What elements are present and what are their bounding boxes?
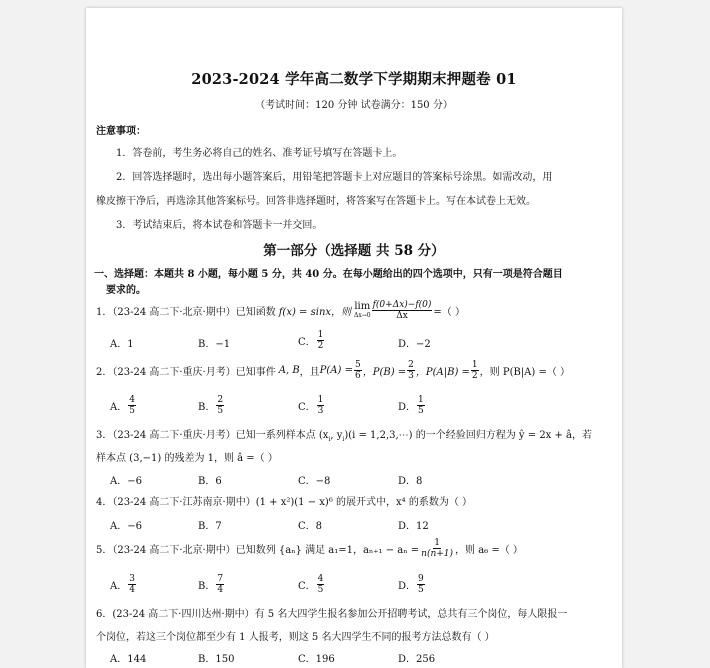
q3-line1b: , y [330, 430, 343, 441]
q2-pab-den: 2 [471, 371, 478, 381]
q5-b-label: B． [198, 581, 216, 592]
notice-2: 2．回答选择题时，选出每小题答案后，用铅笔把答题卡上对应题目的答案标号涂黑。如需改动，用 [116, 172, 553, 183]
q2-pab: ，P(A|B) = [415, 367, 470, 378]
q2-a-num: 4 [129, 395, 135, 405]
q2-d-den: 5 [418, 406, 424, 416]
question-4: 4．（23-24 高二下·江苏南京·期中）(1 + x²)(1 − x)⁶ 的展开式中，x⁴ 的系数为（ ） [96, 497, 473, 508]
q6-option-d: D．256 [398, 654, 436, 665]
section-title: 第一部分（选择题 共 58 分） [263, 243, 445, 259]
q6-option-c: C．196 [298, 654, 335, 665]
q3-option-d: D．8 [398, 476, 423, 487]
q1-lim-word: lim [354, 300, 371, 312]
q2-c-num: 1 [317, 395, 324, 405]
notice-3: 3．考试结束后，将本试卷和答题卡一并交回。 [116, 220, 323, 231]
q1-numerator: f(0+Δx)−f(0) [372, 300, 432, 310]
question-3-line-2: 样本点 (3,−1) 的残差为 1，则 â =（ ） [96, 453, 278, 464]
q2-ask: ，则 P(B|A) =（ ） [479, 367, 571, 378]
q6-option-b: B．150 [198, 654, 235, 665]
q1-c-label: C． [298, 337, 316, 348]
q4-option-c: C．8 [298, 521, 323, 532]
q1-limit [354, 302, 371, 320]
q2-option-a [110, 395, 137, 416]
q1-fx: f(x) = sinx，则 [278, 307, 352, 318]
q4-option-b: B．7 [198, 521, 222, 532]
q5-option-a [110, 574, 137, 595]
q6-option-a: A．144 [110, 654, 147, 665]
q4-option-a: A．−6 [110, 521, 142, 532]
q2-option-c [298, 395, 325, 416]
q2-option-d [398, 395, 426, 416]
question-5 [96, 538, 523, 559]
q1-c-num: 1 [317, 330, 324, 340]
q5-d-num: 9 [418, 574, 424, 584]
q1-prefix: 1．（23-24 高二下·北京·期中）已知函数 [96, 307, 276, 318]
q2-pab-num: 1 [471, 360, 478, 370]
q2-option-b [198, 395, 225, 416]
q3-line1c: )(i = 1,2,3,⋯) 的一个经验回归方程为 ŷ = 2x + â，若 [344, 430, 593, 441]
q1-option-d: D．−2 [398, 339, 431, 350]
q2-a-den: 5 [129, 406, 135, 416]
q5-num: 1 [434, 538, 440, 548]
doc-subtitle: （考试时间：120 分钟 试卷满分：150 分） [255, 100, 453, 111]
q4-option-d: D．12 [398, 521, 429, 532]
question-3-line-1: 3．（23-24 高二下·重庆·月考）已知一系列样本点 ($x_i$, $y_i)(i$ = 1,2,3,⋯) 的一个经验回归方程为 ŷ = 2x + â，若 [96, 430, 593, 443]
q2-c-label: C． [298, 402, 316, 413]
q3-option-b: B．6 [198, 476, 222, 487]
q2-events: A, B [278, 365, 300, 376]
q5-d-label: D． [398, 581, 417, 592]
q5-c-label: C． [298, 581, 316, 592]
section-intro-cont: 要求的。 [106, 285, 146, 296]
q5-b-num: 7 [217, 574, 224, 584]
q5-d-den: 5 [418, 585, 424, 595]
document-page [86, 8, 622, 668]
q5-prefix: 5．（23-24 高二下·北京·期中）已知数列 {aₙ} 满足 a₁=1，aₙ₊₁ − aₙ = [96, 545, 420, 556]
q2-b-label: B． [198, 402, 216, 413]
q2-d-label: D． [398, 402, 417, 413]
q5-b-den: 4 [217, 585, 224, 595]
q3-option-a: A．−6 [110, 476, 142, 487]
q2-c-den: 3 [317, 406, 324, 416]
q5-a-label: A． [110, 581, 128, 592]
q2-mid: ，且 [299, 367, 320, 378]
q5-c-num: 4 [317, 574, 324, 584]
question-2 [96, 360, 570, 381]
q2-pb-num: 2 [408, 360, 414, 370]
q2-b-num: 2 [217, 395, 224, 405]
q5-option-b [198, 574, 225, 595]
q1-suffix: =（ ） [433, 307, 465, 318]
section-intro: 一、选择题：本题共 8 小题，每小题 5 分，共 40 分。在每小题给出的四个选项中，只有一项是符合题目 [94, 269, 563, 280]
q2-a-label: A． [110, 402, 128, 413]
q3-option-c: C．−8 [298, 476, 331, 487]
q5-option-c [298, 574, 325, 595]
q2-d-num: 1 [418, 395, 424, 405]
notice-label: 注意事项： [96, 126, 146, 137]
q1-option-b: B．−1 [198, 339, 231, 350]
q2-pa: P(A) = [319, 365, 353, 376]
q1-option-c [298, 330, 325, 351]
q1-fraction [372, 300, 433, 321]
q1-option-a: A．1 [110, 339, 134, 350]
doc-title: 2023-2024 学年高二数学下学期期末押题卷 01 [191, 71, 517, 88]
q2-pa-den: 6 [354, 371, 361, 381]
q2-pb: ，P(B) = [362, 367, 407, 378]
q5-c-den: 5 [317, 585, 324, 595]
q1-lim-sub: Δx→0 [354, 311, 371, 319]
q1-denominator: Δx [396, 311, 408, 321]
q3-line1a: 3．（23-24 高二下·重庆·月考）已知一系列样本点 (x [96, 430, 329, 441]
q2-pb-den: 3 [408, 371, 414, 381]
q5-suffix: ，则 a₆ =（ ） [455, 545, 523, 556]
question-6-line-2: 个岗位，若这三个岗位都至少有 1 人报考，则这 5 名大四学生不同的报考方法总数有（ ） [96, 632, 495, 643]
notice-1: 1．答卷前，考生务必将自己的姓名、准考证号填写在答题卡上。 [116, 148, 403, 159]
q5-option-d [398, 574, 426, 595]
q2-pa-num: 5 [354, 360, 361, 370]
question-1 [96, 300, 465, 321]
q5-a-den: 4 [129, 585, 135, 595]
q2-prefix: 2．（23-24 高二下·重庆·月考）已知事件 [96, 367, 276, 378]
q1-c-den: 2 [317, 341, 324, 351]
q2-b-den: 5 [217, 406, 224, 416]
q5-a-num: 3 [129, 574, 135, 584]
q5-den: n(n+1) [421, 549, 454, 559]
notice-2-cont: 橡皮擦干净后，再选涂其他答案标号。回答非选择题时，将答案写在答题卡上。写在本试卷上无效。 [96, 196, 536, 207]
question-6-line-1: 6．(23-24 高二下·四川达州·期中）有 5 名大四学生报名参加公开招聘考试，总共有三个岗位，每人限报一 [96, 609, 568, 620]
